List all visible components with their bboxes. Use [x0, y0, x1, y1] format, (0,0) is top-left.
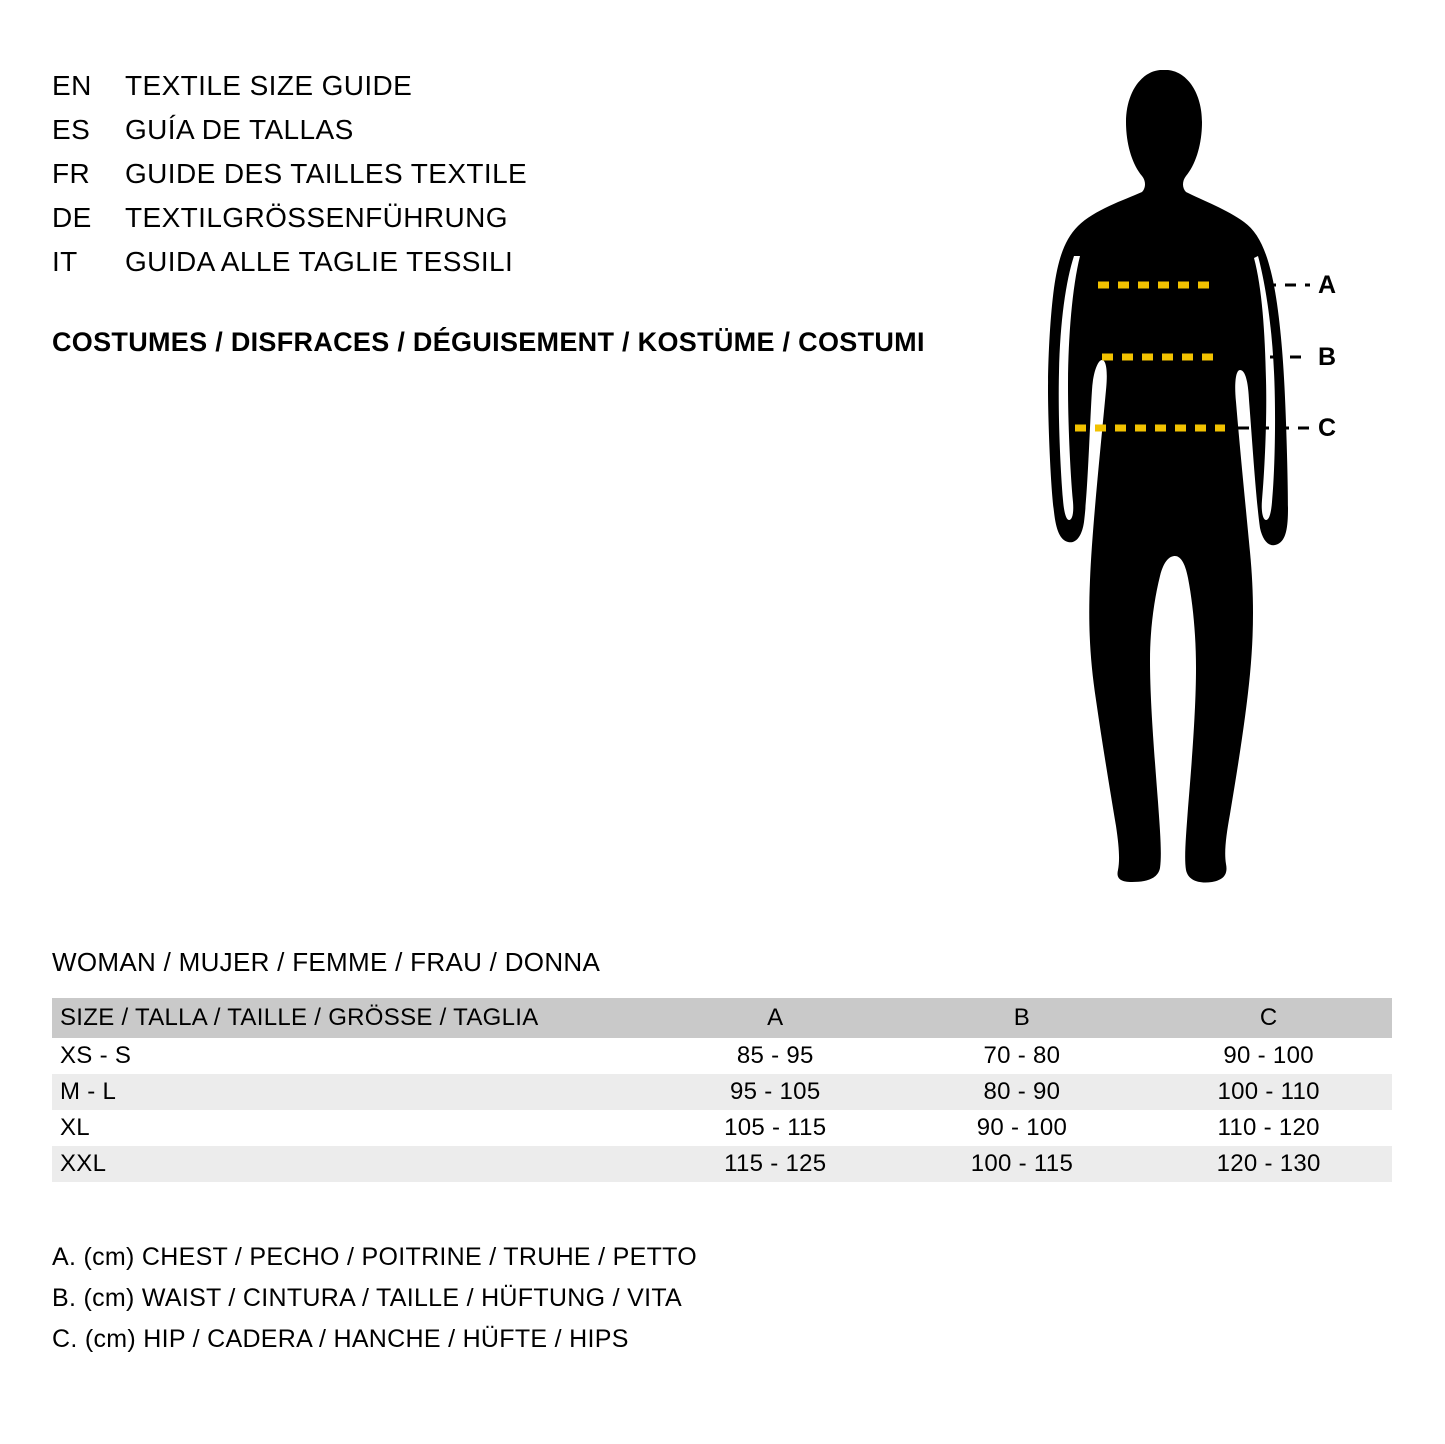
female-silhouette-figure	[1020, 60, 1380, 890]
cell-a: 95 - 105	[730, 1078, 821, 1105]
language-row-de	[52, 202, 527, 246]
cell-c: 120 - 130	[1216, 1150, 1321, 1177]
table-row	[52, 1146, 1392, 1182]
table-header-size: SIZE / TALLA / TAILLE / GRÖSSE / TAGLIA	[52, 998, 652, 1038]
language-text-es: GUÍA DE TALLAS	[125, 114, 354, 145]
language-row-fr	[52, 158, 527, 202]
cell-b: 80 - 90	[983, 1078, 1061, 1105]
cell-size: XS - S	[60, 1042, 132, 1069]
table-header-b: B	[899, 998, 1146, 1038]
language-row-it	[52, 246, 527, 290]
cell-size: XL	[60, 1114, 90, 1141]
table-row	[52, 1038, 1392, 1074]
cell-c: 100 - 110	[1217, 1078, 1320, 1105]
language-code-de: DE	[52, 202, 92, 233]
cell-b: 100 - 115	[970, 1150, 1074, 1177]
language-code-it: IT	[52, 246, 78, 277]
marker-label-c: C	[1318, 414, 1337, 442]
cell-a: 85 - 95	[736, 1042, 814, 1069]
table-row	[52, 1110, 1392, 1146]
cell-c: 90 - 100	[1223, 1042, 1314, 1069]
cell-b: 70 - 80	[983, 1042, 1061, 1069]
legend-row-a: A. (cm) CHEST / PECHO / POITRINE / TRUHE / PETTO	[52, 1243, 698, 1271]
category-title: COSTUMES / DISFRACES / DÉGUISEMENT / KOSTÜME / COSTUMI	[52, 327, 925, 357]
cell-b: 90 - 100	[976, 1114, 1068, 1141]
language-code-fr: FR	[52, 158, 91, 189]
table-row	[52, 1074, 1392, 1110]
legend-row-b: B. (cm) WAIST / CINTURA / TAILLE / HÜFTUNG / VITA	[52, 1284, 683, 1312]
language-text-fr: GUIDE DES TAILLES TEXTILE	[125, 158, 528, 189]
measurement-legend	[52, 1243, 697, 1366]
language-code-en: EN	[52, 70, 92, 101]
marker-label-b: B	[1318, 343, 1337, 371]
table-header-c: C	[1145, 998, 1392, 1038]
table-header-row	[52, 998, 1392, 1038]
legend-row-c: C. (cm) HIP / CADERA / HANCHE / HÜFTE / HIPS	[52, 1325, 629, 1353]
language-text-de: TEXTILGRÖSSENFÜHRUNG	[125, 202, 508, 233]
language-text-en: TEXTILE SIZE GUIDE	[125, 70, 413, 101]
language-list	[52, 70, 527, 290]
language-text-it: GUIDA ALLE TAGLIE TESSILI	[125, 246, 514, 277]
table-header-a: A	[652, 998, 899, 1038]
language-row-es	[52, 114, 527, 158]
table-title: WOMAN / MUJER / FEMME / FRAU / DONNA	[52, 947, 601, 977]
measurement-lines	[1020, 60, 1380, 890]
cell-size: M - L	[60, 1078, 117, 1105]
cell-a: 115 - 125	[724, 1150, 827, 1177]
language-row-en	[52, 70, 527, 114]
marker-label-a: A	[1318, 271, 1337, 299]
size-table	[52, 998, 1392, 1182]
language-code-es: ES	[52, 114, 91, 145]
cell-c: 110 - 120	[1217, 1114, 1320, 1141]
cell-size: XXL	[60, 1150, 107, 1177]
cell-a: 105 - 115	[724, 1114, 827, 1141]
